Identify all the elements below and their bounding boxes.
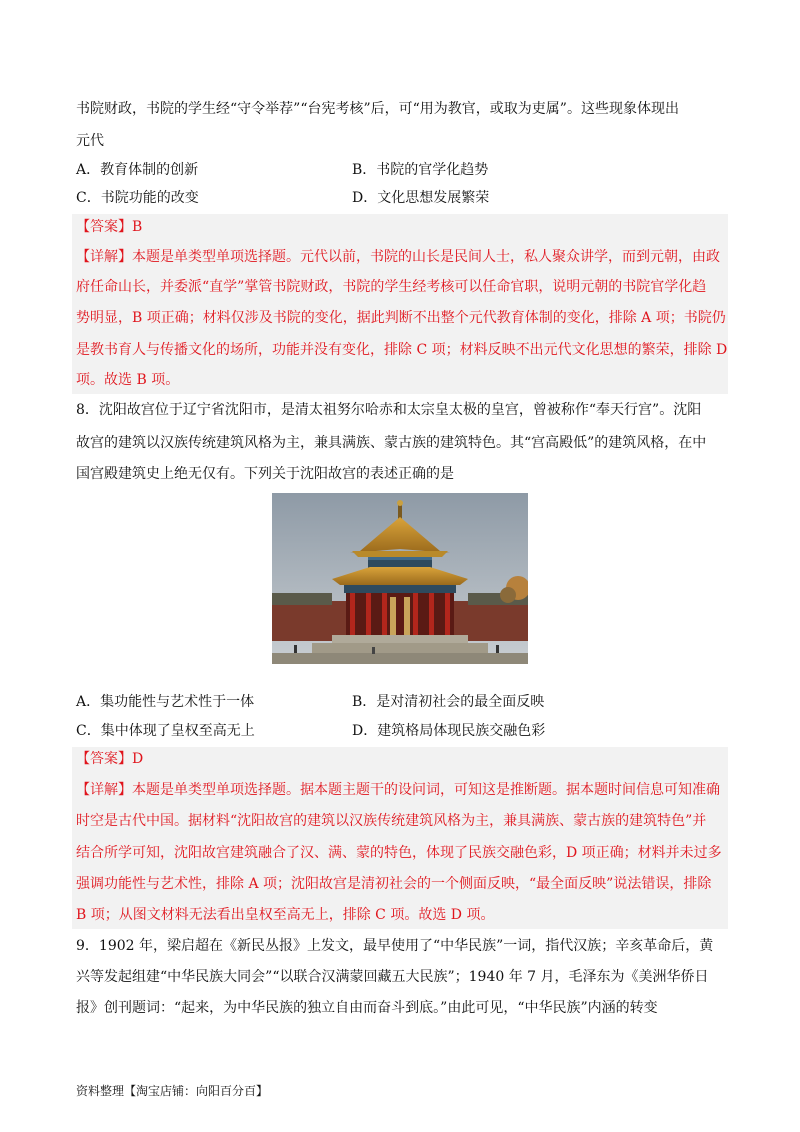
q8-detail-line-5: B 项；从图文材料无法看出皇权至高无上，排除 C 项。故选 D 项。 (76, 907, 495, 923)
q8-option-d: D．建筑格局体现民族交融色彩 (352, 723, 546, 739)
q8-stem-line-3: 国宫殿建筑史上绝无仅有。下列关于沈阳故宫的表述正确的是 (76, 466, 454, 482)
page-footer: 资料整理【淘宝店铺：向阳百分百】 (76, 1084, 269, 1098)
q8-stem-line-1: 8．沈阳故宫位于辽宁省沈阳市，是清太祖努尔哈赤和太宗皇太极的皇宫，曾被称作“奉天行宫”。沈阳 (76, 402, 702, 418)
q8-detail-line-4: 强调功能性与艺术性，排除 A 项；沈阳故宫是清初社会的一个侧面反映，“最全面反映”说法错误，排除 (76, 876, 712, 892)
q7-detail-line-3: 势明显，B 项正确；材料仅涉及书院的变化，据此判断不出整个元代教育体制的变化，排除 A 项；书院仍 (76, 310, 726, 326)
q7-detail-line-4: 是教书育人与传播文化的场所，功能并没有变化，排除 C 项；材料反映不出元代文化思想的繁荣，排除 D (76, 342, 728, 358)
q7-answer: 【答案】B (76, 219, 143, 235)
q7-stem-line-1: 书院财政，书院的学生经“守令举荐”“台宪考核”后，可“用为教官，或取为吏属”。这些现象体现出 (76, 101, 679, 117)
q7-stem-line-2: 元代 (76, 133, 104, 149)
q8-answer-block (72, 747, 728, 929)
q8-detail-line-3: 结合所学可知，沈阳故宫建筑融合了汉、满、蒙的特色，体现了民族交融色彩，D 项正确；材料并未过多 (76, 845, 722, 861)
q8-detail-line-2: 时空是古代中国。据材料“沈阳故宫的建筑以汉族传统建筑风格为主，兼具满族、蒙古族的建筑特色”并 (76, 813, 707, 829)
q8-option-c: C．集中体现了皇权至高无上 (76, 723, 255, 739)
shenyang-palace-photo (272, 493, 528, 664)
q9-stem-line-3: 报》创刊题词：“起来，为中华民族的独立自由而奋斗到底。”由此可见，“中华民族”内涵的转变 (76, 1000, 658, 1016)
q8-option-a: A．集功能性与艺术性于一体 (76, 694, 255, 710)
q7-detail-line-5: 项。故选 B 项。 (76, 372, 180, 388)
q8-option-b: B．是对清初社会的最全面反映 (352, 694, 545, 710)
q8-answer: 【答案】D (76, 751, 144, 767)
q7-option-a: A．教育体制的创新 (76, 162, 199, 178)
q7-detail-line-2: 府任命山长，并委派“直学”掌管书院财政，书院的学生经考核可以任命官职，说明元朝的书院官学化趋 (76, 279, 707, 295)
q9-stem-line-2: 兴等发起组建“中华民族大同会”“以联合汉满蒙回藏五大民族”；1940 年 7 月，毛泽东为《美洲华侨日 (76, 969, 709, 985)
q7-option-b: B．书院的官学化趋势 (352, 162, 489, 178)
q7-answer-block (72, 214, 728, 394)
q9-stem-line-1: 9．1902 年，梁启超在《新民丛报》上发文，最早使用了“中华民族”一词，指代汉族；辛亥革命后，黄 (76, 938, 714, 954)
q7-option-c: C．书院功能的改变 (76, 190, 199, 206)
q8-stem-line-2: 故宫的建筑以汉族传统建筑风格为主，兼具满族、蒙古族的建筑特色。其“宫高殿低”的建筑风格，在中 (76, 435, 707, 451)
q7-detail-line-1: 【详解】本题是单类型单项选择题。元代以前，书院的山长是民间人士，私人聚众讲学，而到元朝，由政 (76, 249, 720, 265)
q8-detail-line-1: 【详解】本题是单类型单项选择题。据本题主题干的设问词，可知这是推断题。据本题时间信息可知准确 (76, 782, 720, 798)
q7-option-d: D．文化思想发展繁荣 (352, 190, 490, 206)
